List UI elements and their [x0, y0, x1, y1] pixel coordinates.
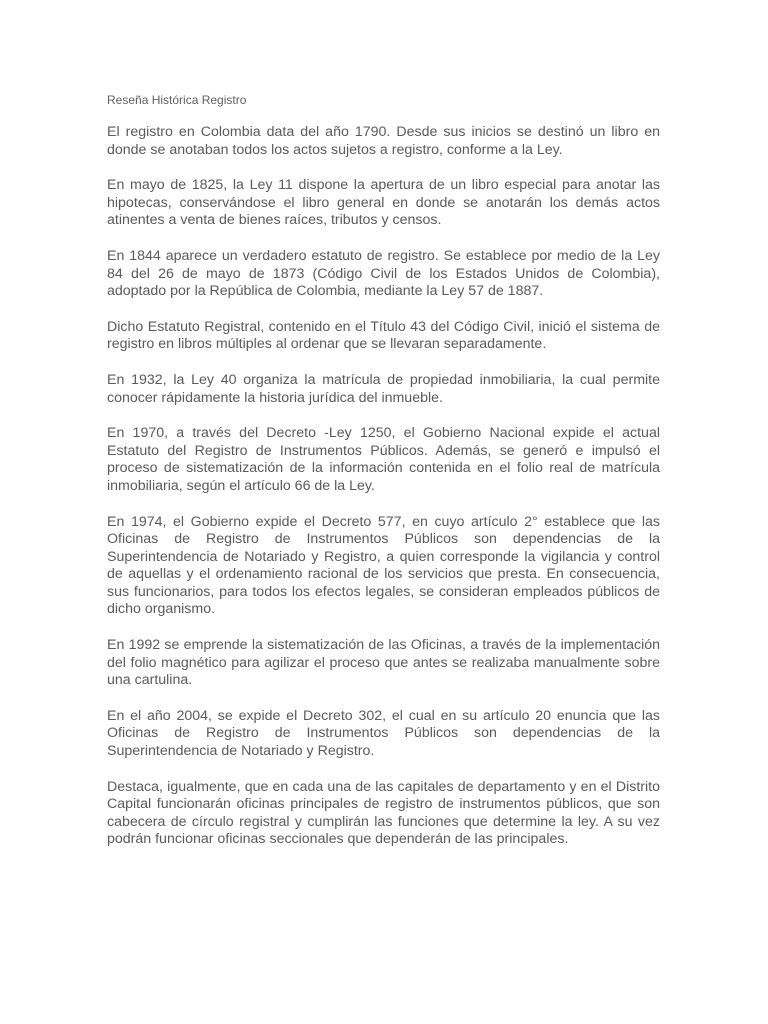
- paragraph-capitales: Destaca, igualmente, que en cada una de las capitales de departamento y en el Distrito Capital funcionarán oficinas principales de registro de instrumentos públicos, que son cabecera de círculo registral y cumplirán las funciones que determine la ley. A su vez podrán funcionar oficinas seccionales que dependerán de las principales.: [107, 778, 660, 848]
- paragraph-1844: En 1844 aparece un verdadero estatuto de registro. Se establece por medio de la Ley 84 del 26 de mayo de 1873 (Código Civil de los Estados Unidos de Colombia), adoptado por la República de Colombia, mediante la Ley 57 de 1887.: [107, 247, 660, 300]
- paragraph-1970: En 1970, a través del Decreto -Ley 1250, el Gobierno Nacional expide el actual Estatuto del Registro de Instrumentos Públicos. Además, se generó e impulsó el proceso de sistematización de la información contenida en el folio real de matrícula inmobiliaria, según el artículo 66 de la Ley.: [107, 425, 660, 494]
- document-title: Reseña Histórica Registro: [107, 93, 247, 107]
- paragraph-estatuto-registral: Dicho Estatuto Registral, contenido en el Título 43 del Código Civil, inició el sistema de registro en libros múltiples al ordenar que se llevaran separadamente.: [107, 318, 660, 353]
- document-body: [107, 93, 660, 867]
- paragraph-1790: El registro en Colombia data del año 1790. Desde sus inicios se destinó un libro en donde se anotaban todos los actos sujetos a registro, conforme a la Ley.: [107, 124, 660, 158]
- paragraph-2004: En el año 2004, se expide el Decreto 302, el cual en su artículo 20 enuncia que las Oficinas de Registro de Instrumentos Públicos son dependencias de la Superintendencia de Notariado y Registro.: [107, 707, 660, 760]
- paragraph-1932: En 1932, la Ley 40 organiza la matrícula de propiedad inmobiliaria, la cual permite conocer rápidamente la historia jurídica del inmueble.: [107, 371, 660, 406]
- paragraph-1992: En 1992 se emprende la sistematización de las Oficinas, a través de la implementación del folio magnético para agilizar el proceso que antes se realizaba manualmente sobre una cartulina.: [107, 637, 660, 689]
- paragraph-1825: En mayo de 1825, la Ley 11 dispone la apertura de un libro especial para anotar las hipotecas, conservándose el libro general en donde se anotarán los demás actos atinentes a venta de bienes raíces, tributos y censos.: [107, 177, 660, 229]
- paragraph-1974: En 1974, el Gobierno expide el Decreto 577, en cuyo artículo 2° establece que las Oficinas de Registro de Instrumentos Públicos son dependencias de la Superintendencia de Notariado y Registro, a quien corresponde la vigilancia y control de aquellas y el ordenamiento racional de los servicios que presta. En consecuencia, sus funcionarios, para todos los efectos legales, se consideran empleados públicos de dicho organismo.: [107, 513, 660, 618]
